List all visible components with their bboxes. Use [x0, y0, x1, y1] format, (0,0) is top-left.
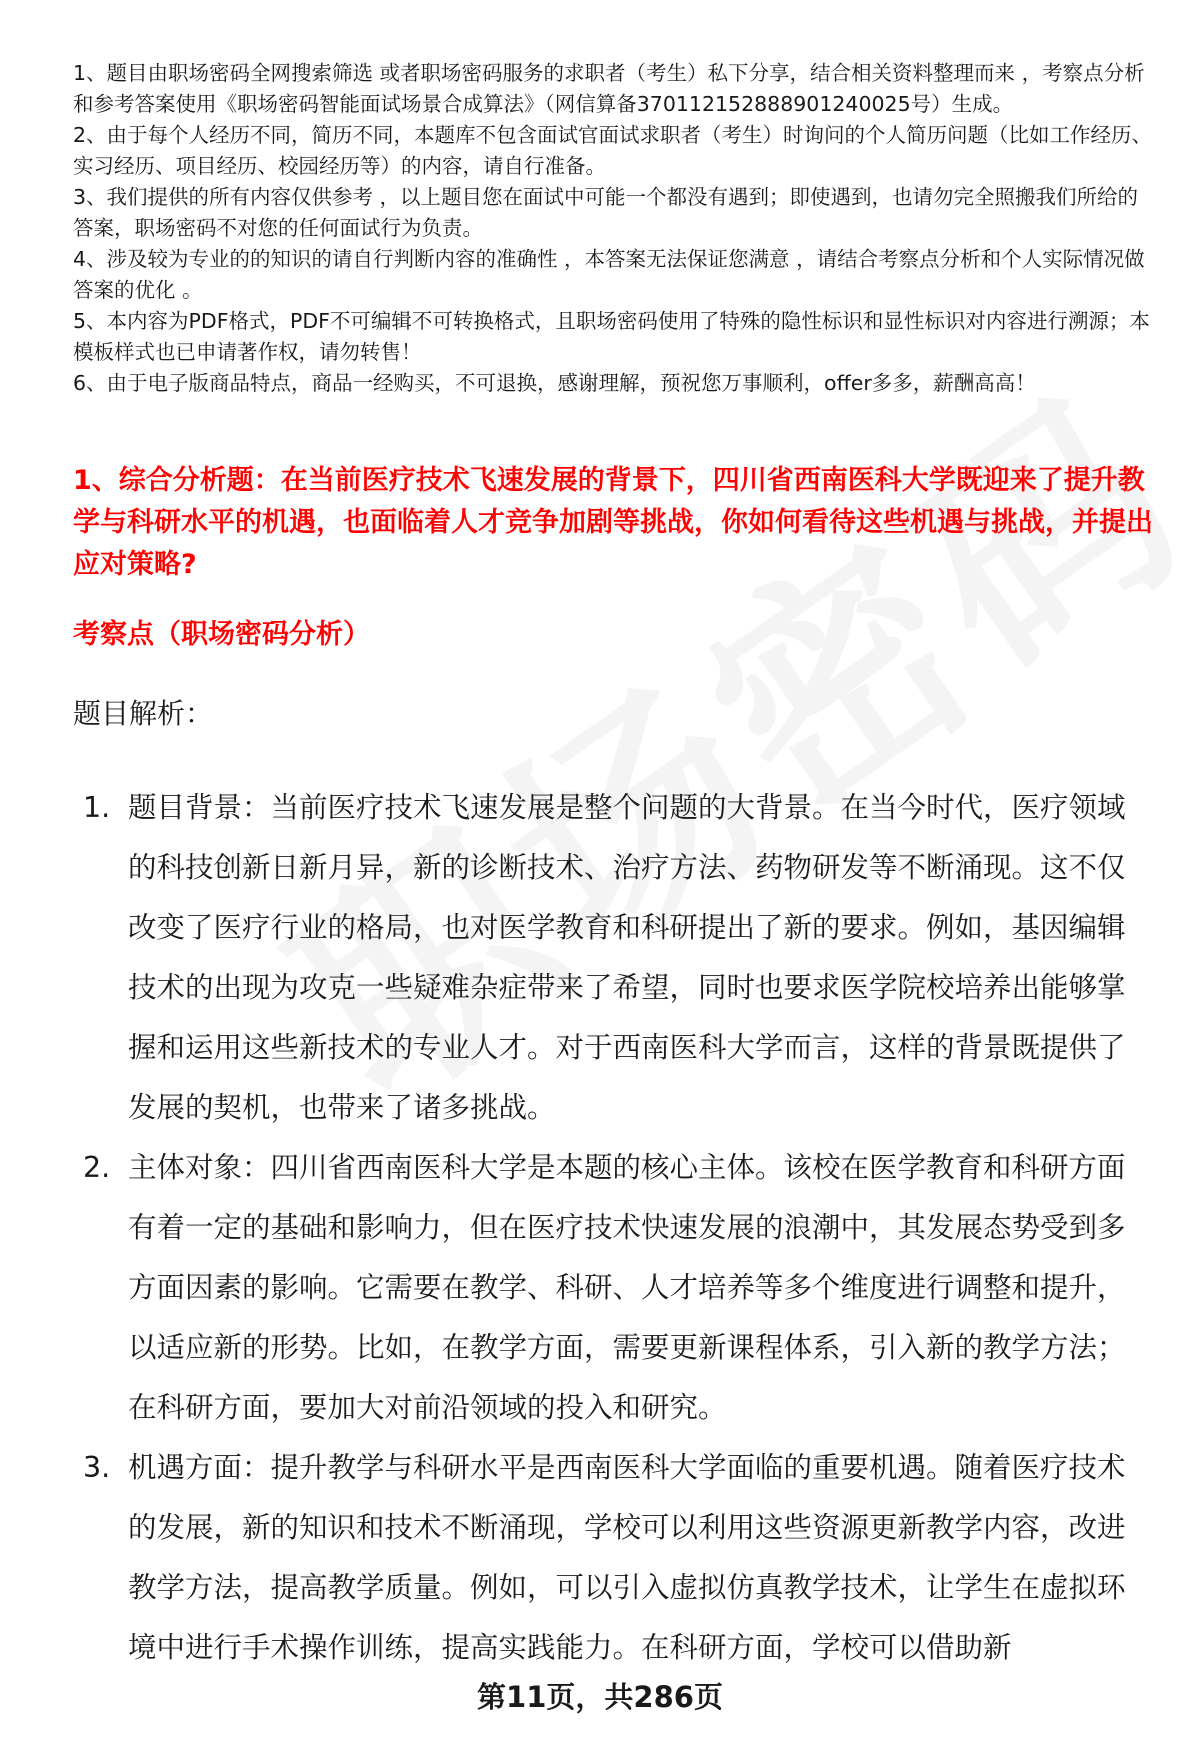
- note-6: 6、由于电子版商品特点，商品一经购买，不可退换，感谢理解，预祝您万事顺利，offer多多，薪酬高高！: [73, 371, 1036, 395]
- analysis-item: [73, 1138, 1143, 1438]
- analysis-list: [73, 778, 1143, 1678]
- analysis-item-number: 2.: [83, 1151, 111, 1184]
- analysis-item-text: 题目背景：当前医疗技术飞速发展是整个问题的大背景。在当今时代，医疗领域的科技创新日新月异，新的诊断技术、治疗方法、药物研发等不断涌现。这不仅改变了医疗行业的格局，也对医学教育和科研提出了新的要求。例如，基因编辑技术的出现为攻克一些疑难杂症带来了希望，同时也要求医学院校培养出能够掌握和运用这些新技术的专业人才。对于西南医科大学而言，这样的背景既提供了发展的契机，也带来了诸多挑战。: [128, 791, 1126, 1124]
- section-heading: 考察点（职场密码分析）: [73, 619, 370, 650]
- note-5: 5、本内容为PDF格式，PDF不可编辑不可转换格式，且职场密码使用了特殊的隐性标识和显性标识对内容进行溯源；本模板样式也已申请著作权，请勿转售！: [73, 309, 1150, 364]
- analysis-label: 题目解析：: [73, 697, 214, 730]
- question-title: 1、综合分析题：在当前医疗技术飞速发展的背景下，四川省西南医科大学既迎来了提升教学与科研水平的机遇，也面临着人才竞争加剧等挑战，你如何看待这些机遇与挑战，并提出应对策略?: [73, 465, 1153, 580]
- analysis-item-number: 3.: [83, 1451, 111, 1484]
- disclaimer-notes: [73, 58, 1158, 399]
- analysis-item-number: 1.: [83, 791, 111, 824]
- analysis-item-text: 主体对象：四川省西南医科大学是本题的核心主体。该校在医学教育和科研方面有着一定的基础和影响力，但在医疗技术快速发展的浪潮中，其发展态势受到多方面因素的影响。它需要在教学、科研、人才培养等多个维度进行调整和提升，以适应新的形势。比如，在教学方面，需要更新课程体系，引入新的教学方法；在科研方面，要加大对前沿领域的投入和研究。: [128, 1151, 1126, 1424]
- analysis-item-text: 机遇方面：提升教学与科研水平是西南医科大学面临的重要机遇。随着医疗技术的发展，新的知识和技术不断涌现，学校可以利用这些资源更新教学内容，改进教学方法，提高教学质量。例如，可以引入虚拟仿真教学技术，让学生在虚拟环境中进行手术操作训练，提高实践能力。在科研方面，学校可以借助新: [128, 1451, 1126, 1664]
- page-footer: 第11页，共286页: [477, 1680, 723, 1714]
- note-1: 1、题目由职场密码全网搜索筛选 或者职场密码服务的求职者（考生）私下分享，结合相关资料整理而来 ，考察点分析和参考答案使用《职场密码智能面试场景合成算法》（网信算备370112152888901240025号）生成。: [73, 61, 1145, 116]
- analysis-item: [73, 1438, 1143, 1678]
- note-3: 3、我们提供的所有内容仅供参考 ，以上题目您在面试中可能一个都没有遇到；即使遇到，也请勿完全照搬我们所给的答案，职场密码不对您的任何面试行为负责。: [73, 185, 1139, 240]
- note-2: 2、由于每个人经历不同，简历不同，本题库不包含面试官面试求职者（考生）时询问的个人简历问题（比如工作经历、实习经历、项目经历、校园经历等）的内容，请自行准备。: [73, 123, 1153, 178]
- analysis-item: [73, 778, 1143, 1138]
- note-4: 4、涉及较为专业的的知识的请自行判断内容的准确性 ，本答案无法保证您满意 ，请结合考察点分析和个人实际情况做答案的优化 。: [73, 247, 1145, 302]
